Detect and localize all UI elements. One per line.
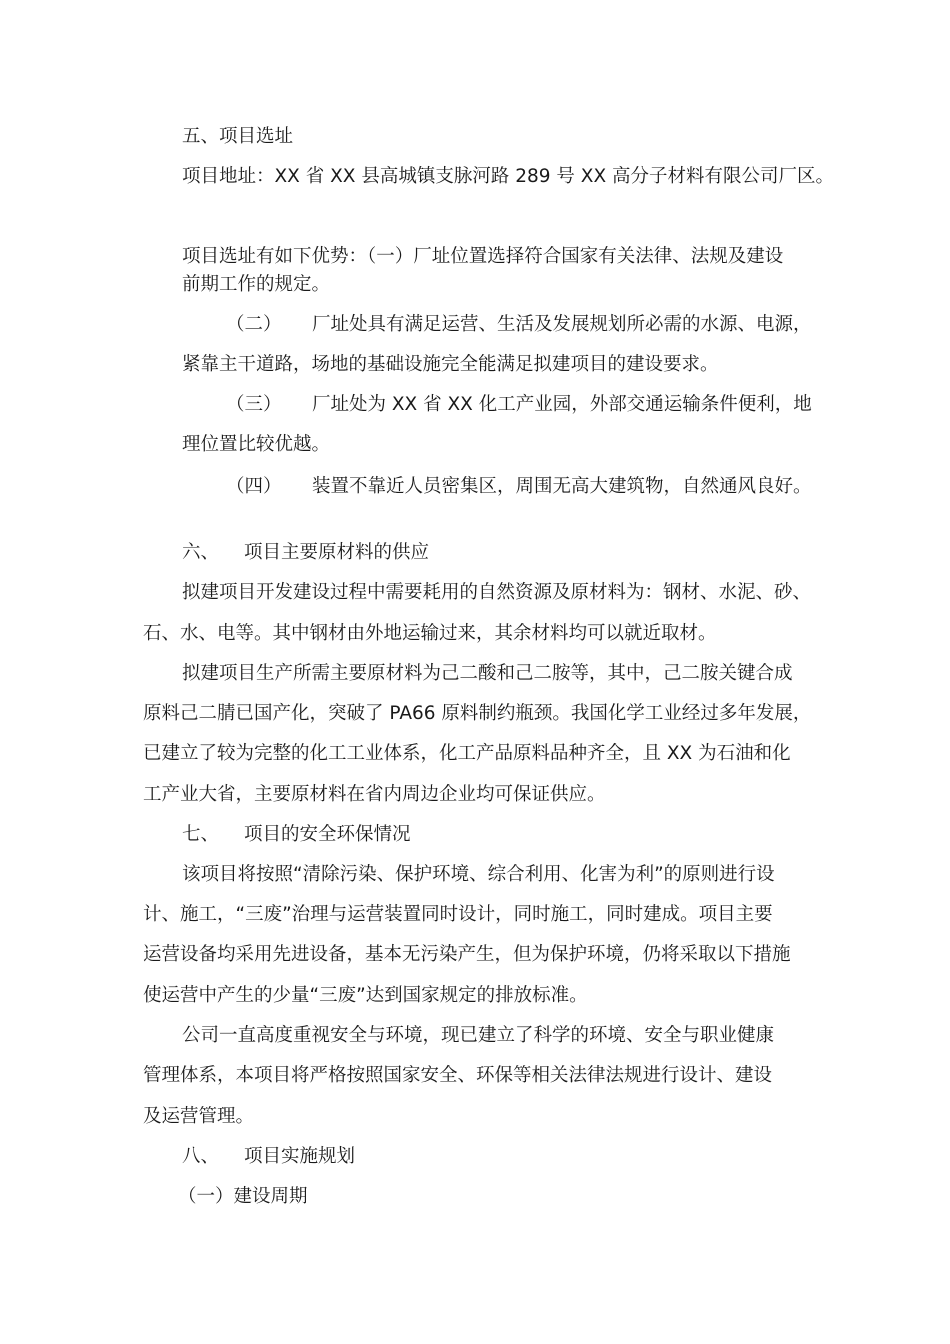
advantages-intro-line-2: 前期工作的规定。 xyxy=(182,274,331,295)
advantage-item-2-line-2: 紧靠主干道路，场地的基础设施完全能满足拟建项目的建设要求。 xyxy=(182,354,719,375)
advantage-item-4-number: （四） xyxy=(226,476,282,497)
advantage-item-2-line-1: 厂址处具有满足运营、生活及发展规划所必需的水源、电源， xyxy=(312,314,812,335)
section-heading-5: 五、项目选址 xyxy=(182,126,294,147)
advantages-intro-line-1: 项目选址有如下优势：（一）厂址位置选择符合国家有关法律、法规及建设 xyxy=(182,246,784,267)
advantage-item-3-line-1: 厂址处为 XX 省 XX 化工产业园，外部交通运输条件便利，地 xyxy=(312,394,812,415)
advantage-item-4-line-1: 装置不靠近人员密集区，周围无高大建筑物，自然通风良好。 xyxy=(312,476,812,497)
safety-p1-line-3: 运营设备均采用先进设备，基本无污染产生，但为保护环境，仍将采取以下措施 xyxy=(143,944,791,965)
safety-p2-line-1: 公司一直高度重视安全与环境，现已建立了科学的环境、安全与职业健康 xyxy=(182,1025,775,1046)
materials-p2-line-4: 工产业大省，主要原材料在省内周边企业均可保证供应。 xyxy=(143,784,606,805)
safety-p2-line-2: 管理体系，本项目将严格按照国家安全、环保等相关法律法规进行设计、建设 xyxy=(143,1065,773,1086)
advantage-item-3-line-2: 理位置比较优越。 xyxy=(182,434,331,455)
section-heading-8-text: 项目实施规划 xyxy=(244,1146,356,1167)
materials-p1-line-2: 石、水、电等。其中钢材由外地运输过来，其余材料均可以就近取材。 xyxy=(143,623,717,644)
section-heading-6-text: 项目主要原材料的供应 xyxy=(244,542,430,563)
section-heading-6-number: 六、 xyxy=(182,542,220,563)
safety-p1-line-4: 使运营中产生的少量“三废”达到国家规定的排放标准。 xyxy=(143,985,588,1006)
materials-p2-line-1: 拟建项目生产所需主要原材料为己二酸和己二胺等，其中，己二胺关键合成 xyxy=(182,663,793,684)
safety-p2-line-3: 及运营管理。 xyxy=(143,1106,255,1127)
advantage-item-3-number: （三） xyxy=(226,394,282,415)
safety-p1-line-1: 该项目将按照“清除污染、保护环境、综合利用、化害为利”的原则进行设 xyxy=(182,864,775,885)
section-heading-7-text: 项目的安全环保情况 xyxy=(244,824,411,845)
materials-p2-line-2: 原料己二腈已国产化，突破了 PA66 原料制约瓶颈。我国化学工业经过多年发展， xyxy=(143,703,812,724)
advantage-item-2-number: （二） xyxy=(226,314,282,335)
subsection-construction-period: （一）建设周期 xyxy=(178,1186,308,1207)
safety-p1-line-2: 计、施工，“三废”治理与运营装置同时设计，同时施工，同时建成。项目主要 xyxy=(143,904,773,925)
materials-p1-line-1: 拟建项目开发建设过程中需要耗用的自然资源及原材料为：钢材、水泥、砂、 xyxy=(182,582,812,603)
materials-p2-line-3: 已建立了较为完整的化工工业体系，化工产品原料品种齐全，且 XX 为石油和化 xyxy=(143,743,791,764)
project-address: 项目地址：XX 省 XX 县高城镇支脉河路 289 号 XX 高分子材料有限公司厂区。 xyxy=(182,166,835,187)
section-heading-8-number: 八、 xyxy=(182,1146,220,1167)
section-heading-7-number: 七、 xyxy=(182,824,220,845)
